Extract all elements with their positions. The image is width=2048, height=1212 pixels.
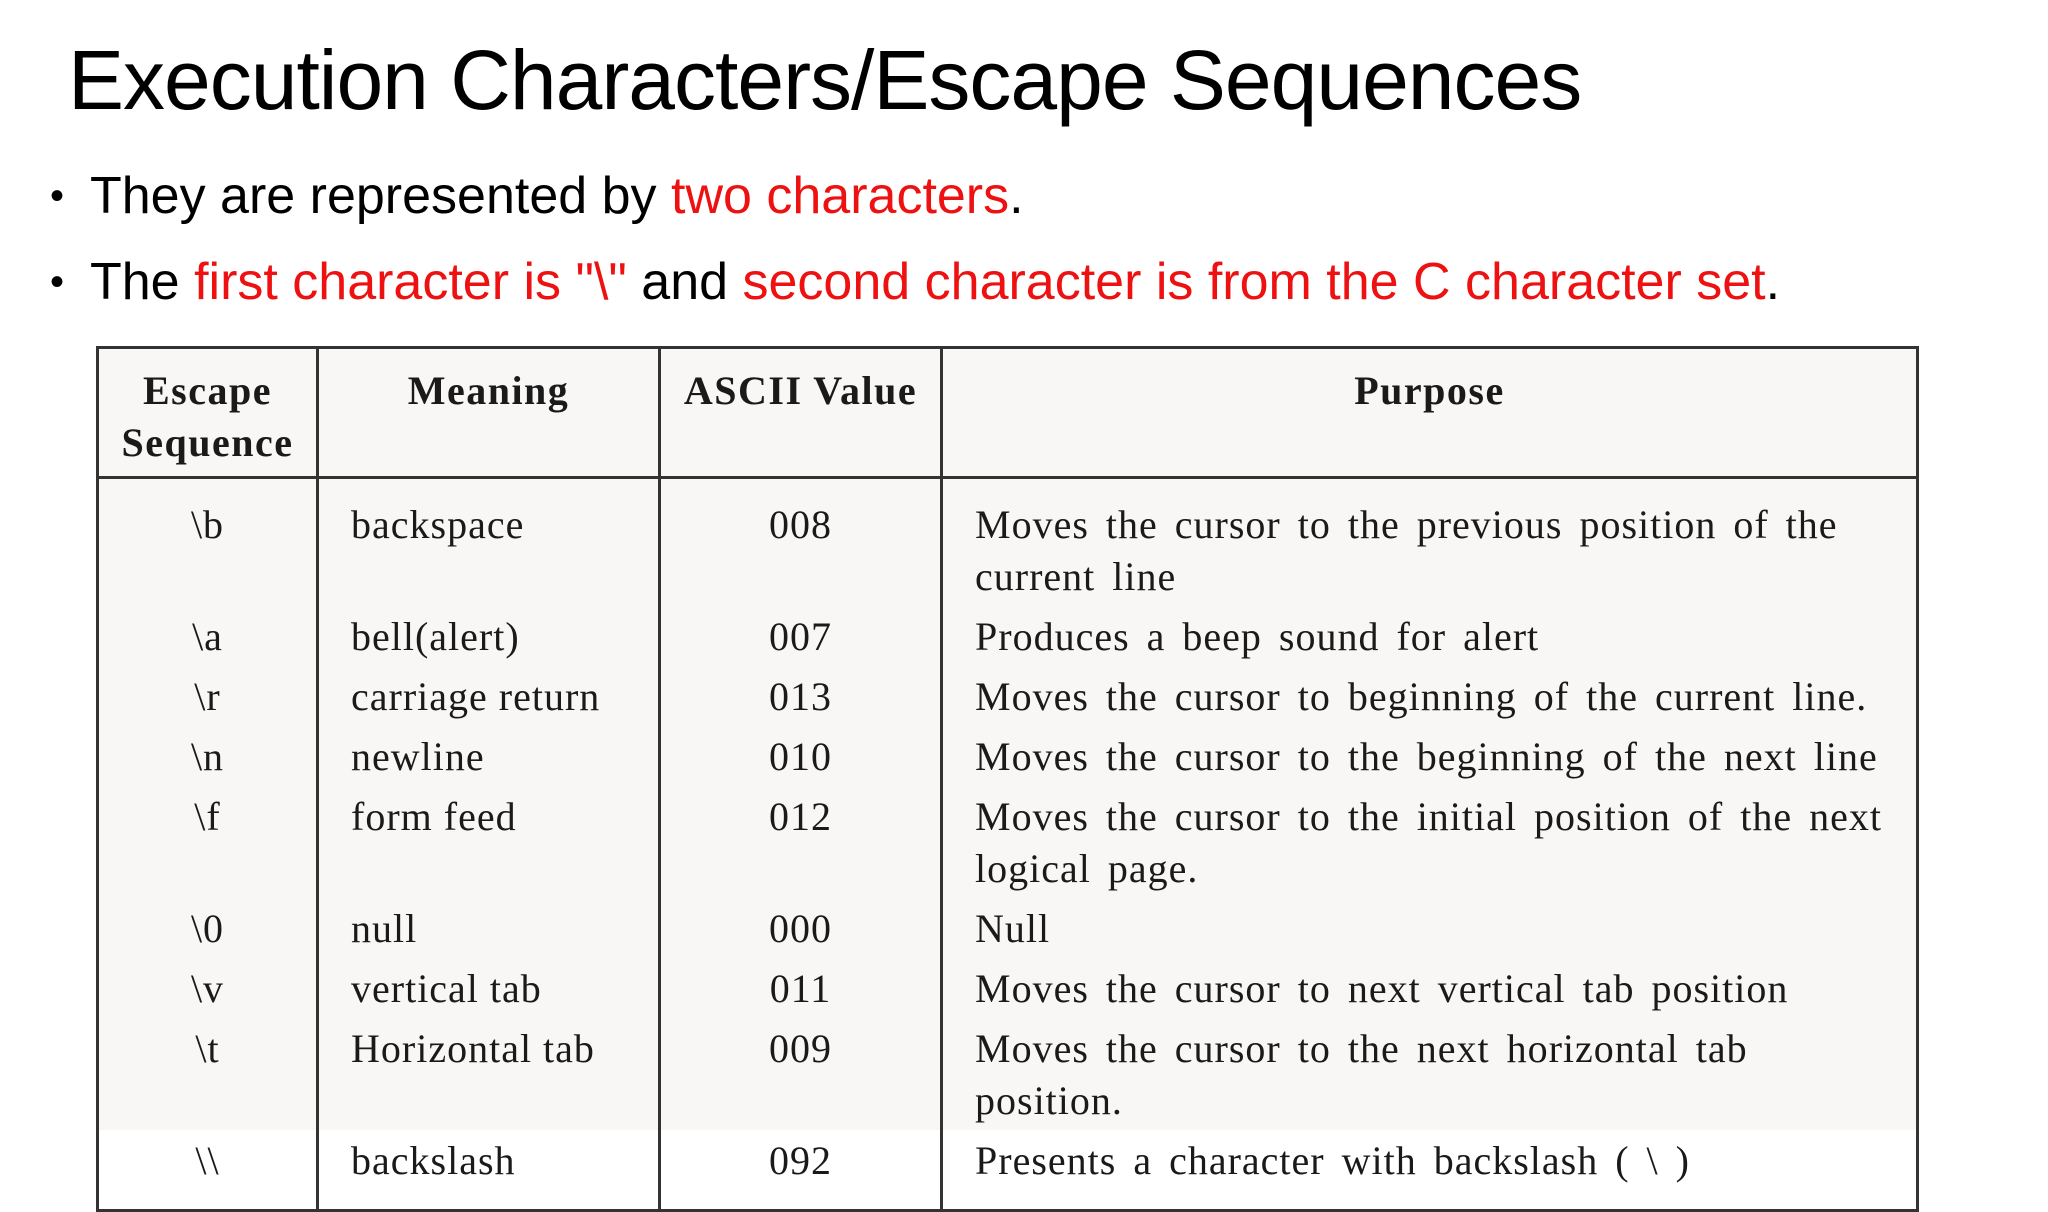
bullet-text: They are represented by — [90, 167, 671, 225]
escape-sequence-table — [96, 346, 1919, 1212]
header-ascii-value: ASCII Value — [660, 348, 942, 478]
cell-escape-sequence: \t — [98, 1020, 318, 1132]
cell-meaning: backspace — [318, 478, 660, 609]
cell-escape-sequence: \\ — [98, 1132, 318, 1211]
slide-title: Execution Characters/Escape Sequences — [68, 33, 1582, 127]
table-row — [98, 478, 1918, 609]
cell-meaning: backslash — [318, 1132, 660, 1211]
table-row — [98, 960, 1918, 1020]
cell-meaning: vertical tab — [318, 960, 660, 1020]
header-seq-line2: Sequence — [121, 420, 294, 465]
cell-escape-sequence: \0 — [98, 900, 318, 960]
bullet-text: and — [626, 253, 743, 311]
cell-ascii-value: 007 — [660, 608, 942, 668]
bullet-dot-icon: • — [50, 260, 65, 304]
table-row — [98, 1020, 1918, 1132]
cell-ascii-value: 011 — [660, 960, 942, 1020]
cell-escape-sequence: \b — [98, 478, 318, 609]
cell-purpose: Produces a beep sound for alert — [942, 608, 1918, 668]
table-row — [98, 900, 1918, 960]
bullet-text: The — [90, 253, 195, 311]
cell-ascii-value: 013 — [660, 668, 942, 728]
cell-ascii-value: 008 — [660, 478, 942, 609]
escape-sequence-table-image — [96, 346, 1916, 1183]
bullet-text: . — [1765, 253, 1781, 311]
cell-purpose: Moves the cursor to the beginning of the next line — [942, 728, 1918, 788]
cell-meaning: null — [318, 900, 660, 960]
cell-escape-sequence: \n — [98, 728, 318, 788]
cell-purpose: Moves the cursor to next vertical tab position — [942, 960, 1918, 1020]
cell-purpose: Null — [942, 900, 1918, 960]
table-row — [98, 728, 1918, 788]
cell-escape-sequence: \a — [98, 608, 318, 668]
bullet-list — [50, 160, 1780, 332]
bullet-item — [50, 160, 1780, 246]
cell-ascii-value: 092 — [660, 1132, 942, 1211]
cell-meaning: newline — [318, 728, 660, 788]
bullet-highlight: two characters — [671, 167, 1010, 225]
table-row — [98, 788, 1918, 900]
cell-purpose: Moves the cursor to the initial position of the next logical page. — [942, 788, 1918, 900]
table-header-row — [98, 348, 1918, 478]
cell-ascii-value: 009 — [660, 1020, 942, 1132]
cell-escape-sequence: \f — [98, 788, 318, 900]
cell-purpose: Moves the cursor to the previous position of the current line — [942, 478, 1918, 609]
bullet-item — [50, 246, 1780, 332]
table-row — [98, 668, 1918, 728]
bullet-highlight: first character is "\" — [194, 253, 627, 311]
header-seq-line1: Escape — [143, 368, 272, 413]
bullet-text: . — [1009, 167, 1024, 225]
cell-meaning: form feed — [318, 788, 660, 900]
cell-meaning: Horizontal tab — [318, 1020, 660, 1132]
bullet-dot-icon: • — [50, 174, 65, 218]
bullet-highlight: second character is from the C character set — [742, 253, 1766, 311]
cell-purpose: Moves the cursor to the next horizontal tab position. — [942, 1020, 1918, 1132]
cell-purpose: Presents a character with backslash ( \ ) — [942, 1132, 1918, 1211]
header-meaning: Meaning — [318, 348, 660, 478]
cell-purpose: Moves the cursor to beginning of the current line. — [942, 668, 1918, 728]
cell-meaning: carriage return — [318, 668, 660, 728]
table-row — [98, 1132, 1918, 1211]
header-escape-sequence — [98, 348, 318, 478]
table-row — [98, 608, 1918, 668]
cell-ascii-value: 010 — [660, 728, 942, 788]
cell-meaning: bell(alert) — [318, 608, 660, 668]
cell-ascii-value: 000 — [660, 900, 942, 960]
cell-escape-sequence: \v — [98, 960, 318, 1020]
header-purpose: Purpose — [942, 348, 1918, 478]
cell-ascii-value: 012 — [660, 788, 942, 900]
cell-escape-sequence: \r — [98, 668, 318, 728]
